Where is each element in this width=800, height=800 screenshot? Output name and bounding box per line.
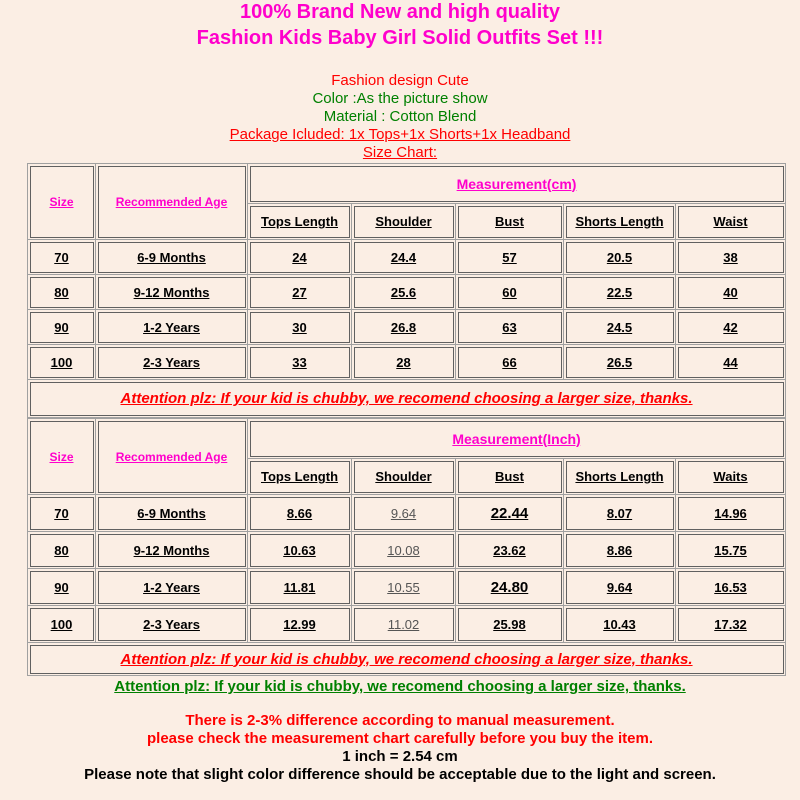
value-cell: 10.43 [564,606,676,643]
age-cell: 6-9 Months [96,240,248,275]
value-cell: 8.66 [248,495,352,532]
value-cell: 60 [456,275,564,310]
value-cell: 26.5 [564,345,676,380]
table-row [28,275,786,310]
table-row [28,532,786,569]
age-cell: 2-3 Years [96,606,248,643]
table-row [28,240,786,275]
table-row [28,495,786,532]
title-line-1: 100% Brand New and high quality [239,1,561,23]
value-cell: 27 [248,275,352,310]
value-cell: 8.07 [564,495,676,532]
value-cell: 22.5 [564,275,676,310]
value-cell: 33 [248,345,352,380]
value-cell: 20.5 [564,240,676,275]
size-cell: 80 [28,275,96,310]
inch-conversion: 1 inch = 2.54 cm [342,748,458,765]
size-cell: 80 [28,532,96,569]
col-header: Shoulder [352,204,456,240]
value-cell: 25.6 [352,275,456,310]
title-line-2: Fashion Kids Baby Girl Solid Outfits Set !!! [196,27,604,49]
size-cell: 90 [28,310,96,345]
col-header: Tops Length [248,459,352,495]
age-cell: 2-3 Years [96,345,248,380]
value-cell: 23.62 [456,532,564,569]
value-cell: 57 [456,240,564,275]
intro-block [0,72,800,162]
attention-note-inch: Attention plz: If your kid is chubby, we recomend choosing a larger size, thanks. [28,643,786,676]
value-cell: 11.81 [248,569,352,606]
age-cell: 1-2 Years [96,569,248,606]
size-chart-cm-table [27,163,786,418]
col-header: Waits [676,459,786,495]
size-header: Size [28,419,96,495]
value-cell: 16.53 [676,569,786,606]
value-cell: 15.75 [676,532,786,569]
value-cell: 14.96 [676,495,786,532]
col-header: Shorts Length [564,459,676,495]
material-text: Material : Cotton Blend [323,108,477,125]
size-chart-label: Size Chart: [362,144,438,161]
value-cell: 30 [248,310,352,345]
value-cell: 44 [676,345,786,380]
col-header: Tops Length [248,204,352,240]
age-header: Recommended Age [96,419,248,495]
table-row [28,310,786,345]
age-header: Recommended Age [96,164,248,240]
value-cell: 24.80 [456,569,564,606]
attention-note-green: Attention plz: If your kid is chubby, we recomend choosing a larger size, thanks. [114,678,686,695]
table-row [28,569,786,606]
color-text: Color :As the picture show [312,90,488,107]
value-cell: 63 [456,310,564,345]
col-header: Bust [456,204,564,240]
col-header: Shorts Length [564,204,676,240]
value-cell: 11.02 [352,606,456,643]
value-cell: 66 [456,345,564,380]
value-cell: 9.64 [564,569,676,606]
age-cell: 6-9 Months [96,495,248,532]
age-cell: 9-12 Months [96,532,248,569]
value-cell: 17.32 [676,606,786,643]
col-header: Bust [456,459,564,495]
value-cell: 38 [676,240,786,275]
size-cell: 100 [28,345,96,380]
package-text: Package Icluded: 1x Tops+1x Shorts+1x Headband [229,126,571,143]
value-cell: 12.99 [248,606,352,643]
age-cell: 9-12 Months [96,275,248,310]
size-header: Size [28,164,96,240]
value-cell: 28 [352,345,456,380]
value-cell: 40 [676,275,786,310]
value-cell: 24.5 [564,310,676,345]
value-cell: 42 [676,310,786,345]
design-text: Fashion design Cute [331,72,469,89]
size-cell: 70 [28,240,96,275]
footer-notes [0,712,800,784]
check-note: please check the measurement chart carefully before you buy the item. [146,730,653,747]
value-cell: 26.8 [352,310,456,345]
value-cell: 10.55 [352,569,456,606]
size-chart-inch-table [27,418,786,676]
col-header: Waist [676,204,786,240]
difference-note: There is 2-3% difference according to manual measurement. [185,712,615,729]
value-cell: 10.63 [248,532,352,569]
col-header: Shoulder [352,459,456,495]
table-row [28,345,786,380]
value-cell: 8.86 [564,532,676,569]
value-cell: 24.4 [352,240,456,275]
value-cell: 10.08 [352,532,456,569]
size-cell: 90 [28,569,96,606]
value-cell: 24 [248,240,352,275]
size-cell: 70 [28,495,96,532]
value-cell: 9.64 [352,495,456,532]
age-cell: 1-2 Years [96,310,248,345]
measurement-cm-header: Measurement(cm) [248,164,786,204]
value-cell: 22.44 [456,495,564,532]
color-note: Please note that slight color difference should be acceptable due to the light and screen. [84,766,716,783]
size-cell: 100 [28,606,96,643]
attention-note-cm: Attention plz: If your kid is chubby, we recomend choosing a larger size, thanks. [28,380,786,418]
measurement-inch-header: Measurement(Inch) [248,419,786,459]
table-row [28,606,786,643]
value-cell: 25.98 [456,606,564,643]
